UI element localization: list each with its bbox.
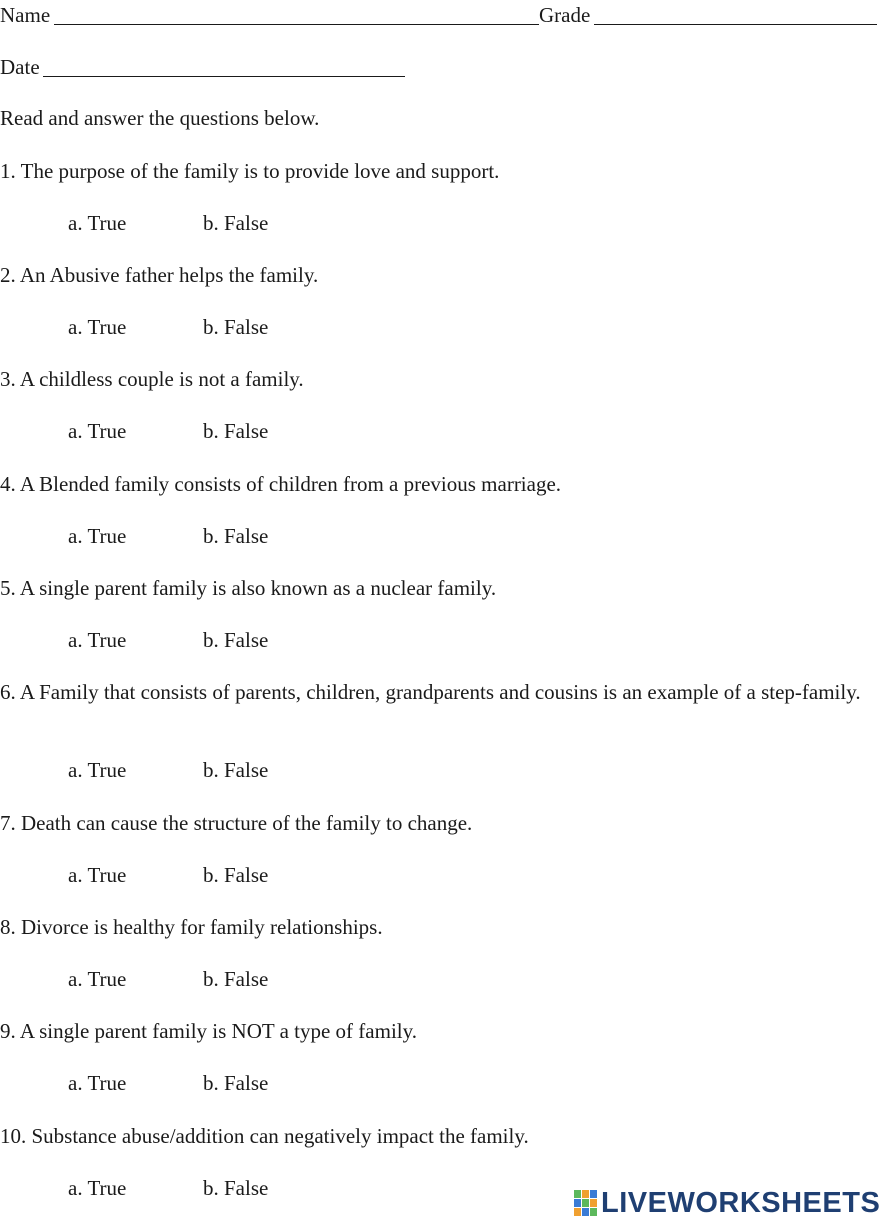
liveworksheets-logo: [574, 1188, 880, 1218]
liveworksheets-wordmark: LIVEWORKSHEETS: [601, 1187, 880, 1219]
question-text: 8. Divorce is healthy for family relationships.: [0, 915, 383, 939]
question-text: 1. The purpose of the family is to provide love and support.: [0, 159, 500, 183]
option-true[interactable]: a. True: [68, 211, 127, 235]
option-false[interactable]: b. False: [203, 628, 269, 652]
option-false[interactable]: b. False: [203, 1176, 269, 1200]
option-true[interactable]: a. True: [68, 1176, 127, 1200]
option-false[interactable]: b. False: [203, 863, 269, 887]
date-label: Date: [0, 55, 40, 79]
question-text: 3. A childless couple is not a family.: [0, 367, 304, 391]
grade-label: Grade: [539, 3, 591, 27]
option-true[interactable]: a. True: [68, 628, 127, 652]
option-false[interactable]: b. False: [203, 315, 269, 339]
question-text: 7. Death can cause the structure of the family to change.: [0, 811, 473, 835]
instructions: Read and answer the questions below.: [0, 106, 320, 130]
question-text: 4. A Blended family consists of children from a previous marriage.: [0, 472, 562, 496]
option-false[interactable]: b. False: [203, 524, 269, 548]
question-text: 5. A single parent family is also known as a nuclear family.: [0, 576, 497, 600]
grade-input-line[interactable]: [594, 24, 877, 25]
name-input-line[interactable]: [54, 24, 539, 25]
option-true[interactable]: a. True: [68, 315, 127, 339]
question-text: 9. A single parent family is NOT a type of family.: [0, 1019, 418, 1043]
option-true[interactable]: a. True: [68, 863, 127, 887]
option-true[interactable]: a. True: [68, 524, 127, 548]
option-true[interactable]: a. True: [68, 758, 127, 782]
option-false[interactable]: b. False: [203, 211, 269, 235]
liveworksheets-icon: [574, 1190, 598, 1216]
option-true[interactable]: a. True: [68, 419, 127, 443]
question-text: 6. A Family that consists of parents, children, grandparents and cousins is an example of a step-family.: [0, 680, 861, 704]
option-false[interactable]: b. False: [203, 1071, 269, 1095]
name-label: Name: [0, 3, 51, 27]
question-text: 10. Substance abuse/addition can negatively impact the family.: [0, 1124, 529, 1148]
date-input-line[interactable]: [43, 76, 405, 77]
option-false[interactable]: b. False: [203, 758, 269, 782]
option-false[interactable]: b. False: [203, 419, 269, 443]
option-true[interactable]: a. True: [68, 967, 127, 991]
option-false[interactable]: b. False: [203, 967, 269, 991]
option-true[interactable]: a. True: [68, 1071, 127, 1095]
question-text: 2. An Abusive father helps the family.: [0, 263, 319, 287]
